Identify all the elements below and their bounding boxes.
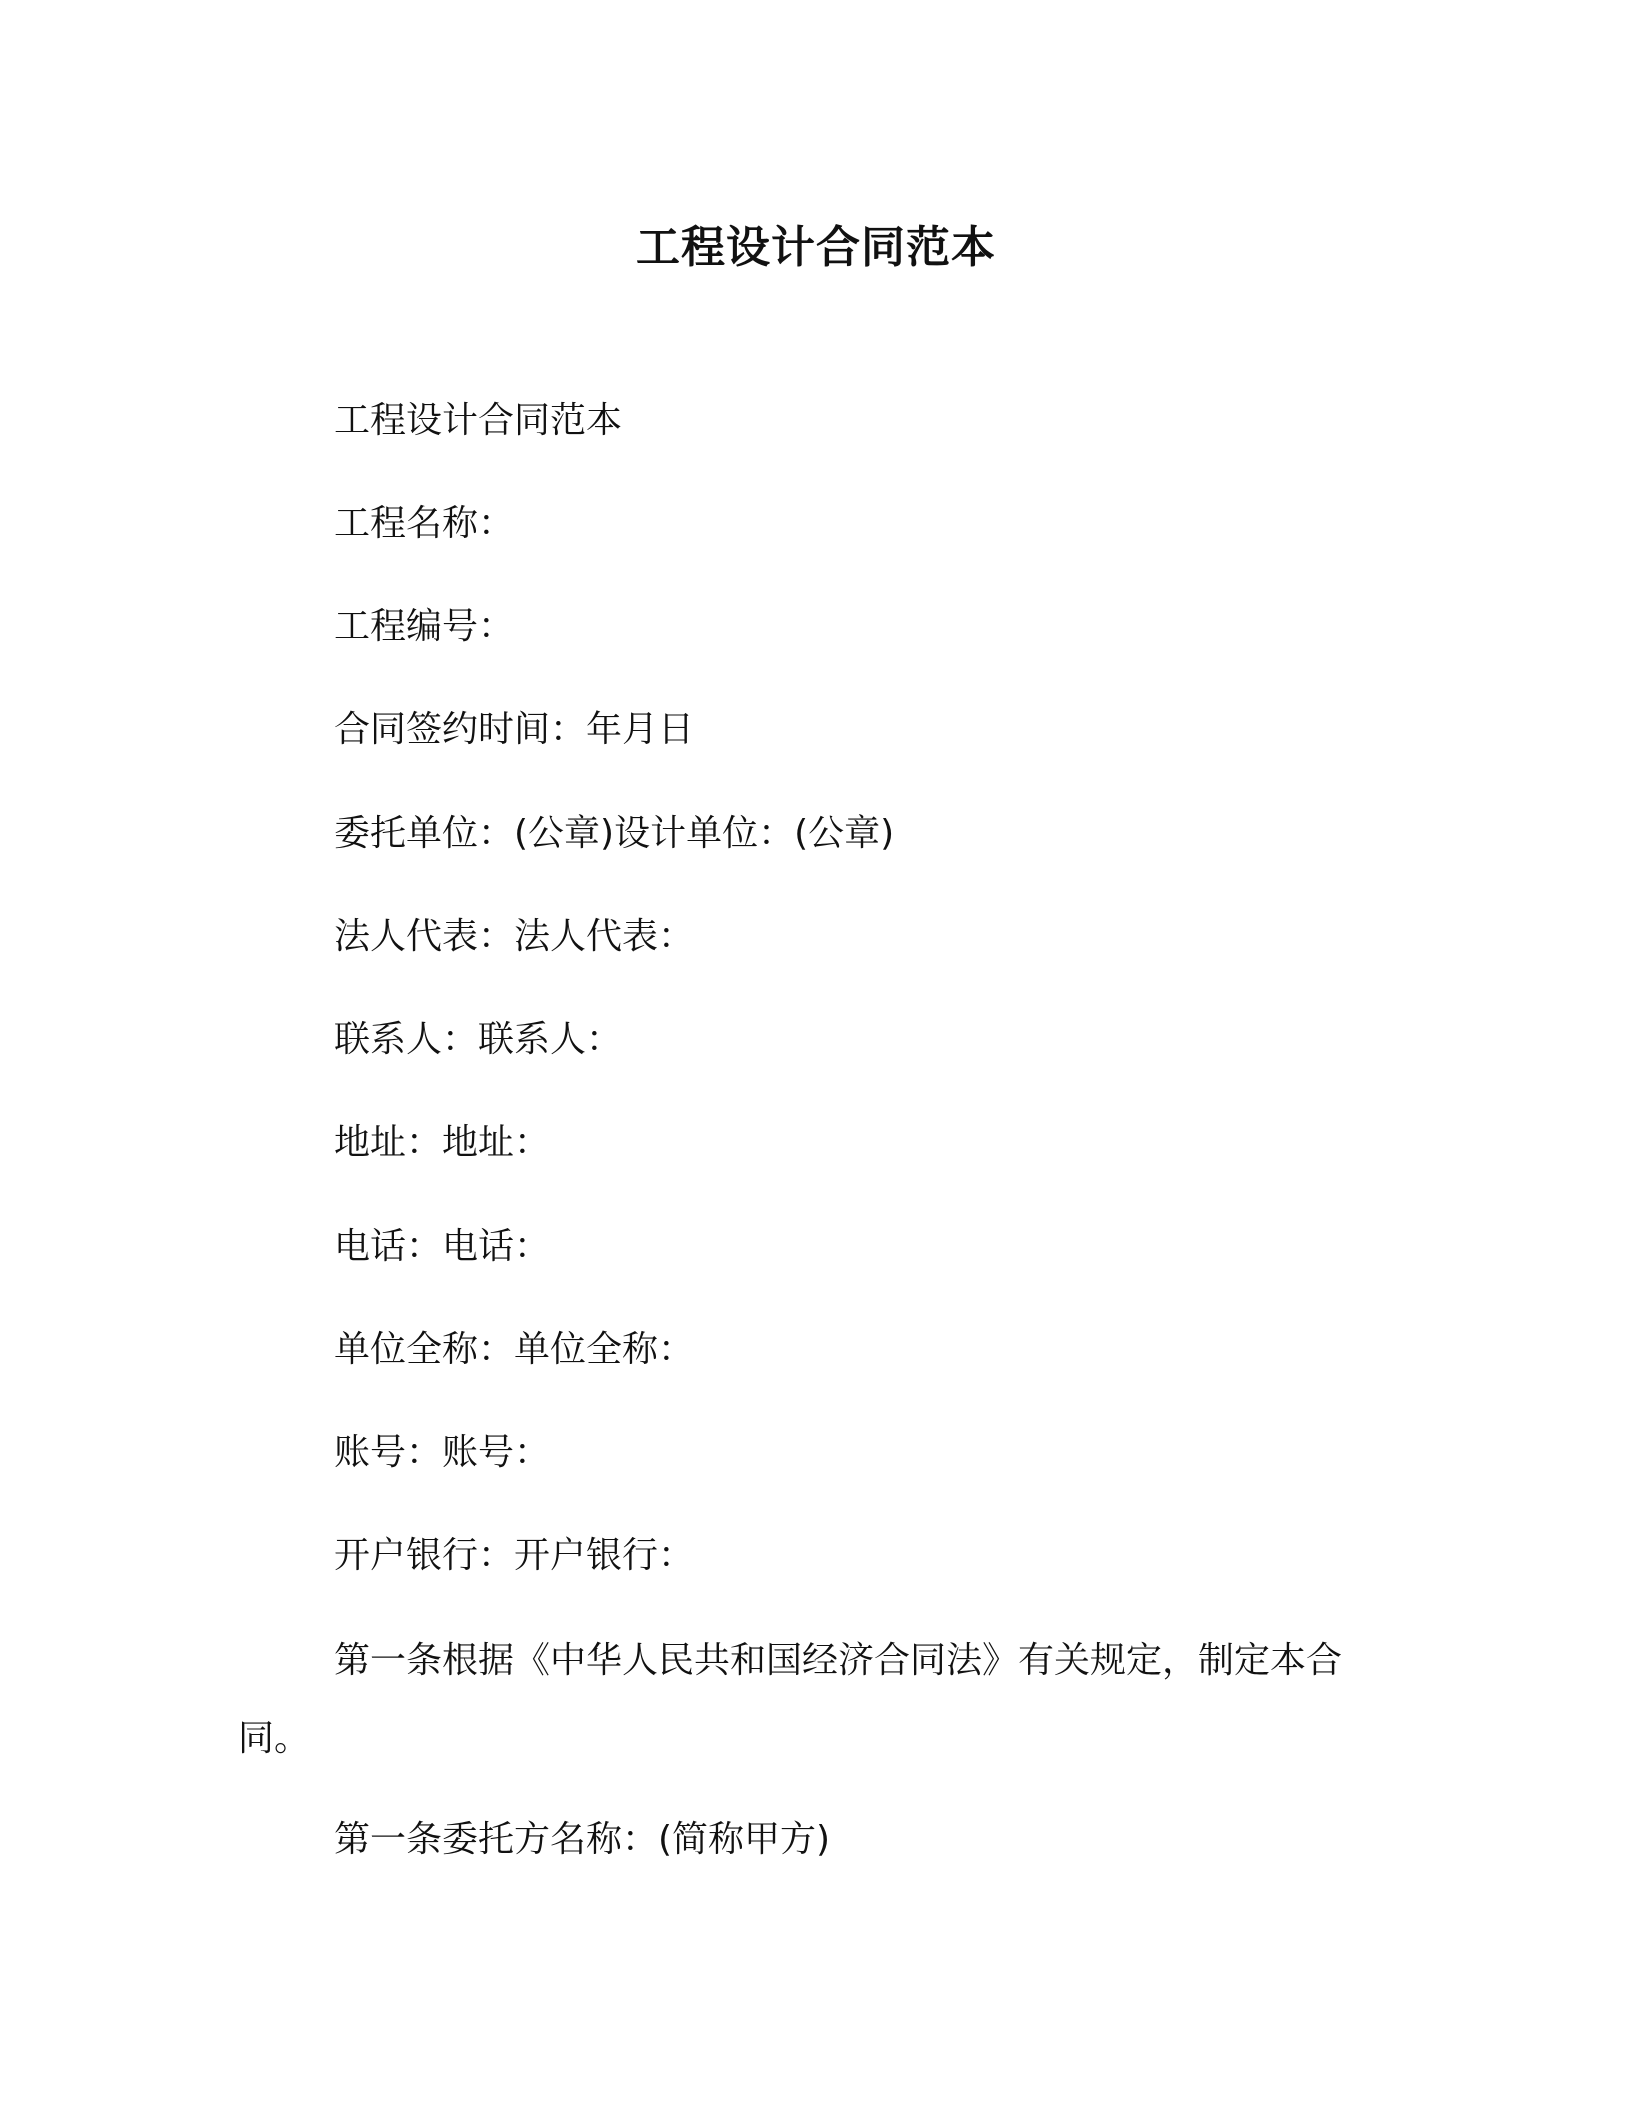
phone-line: 电话：电话： <box>334 1226 551 1267</box>
unit-fullname-line: 单位全称：单位全称： <box>334 1329 695 1370</box>
subtitle-line: 工程设计合同范本 <box>334 400 623 441</box>
contact-line: 联系人：联系人： <box>334 1019 623 1060</box>
account-line: 账号：账号： <box>334 1432 551 1473</box>
bank-line: 开户银行：开户银行： <box>334 1535 695 1576</box>
project-name-line: 工程名称： <box>334 503 515 544</box>
legal-rep-line: 法人代表：法人代表： <box>334 916 695 957</box>
address-line: 地址：地址： <box>334 1122 551 1163</box>
document-title: 工程设计合同范本 <box>636 222 996 273</box>
signing-date-line: 合同签约时间：年月日 <box>334 709 695 750</box>
article-client-line: 第一条委托方名称：(简称甲方) <box>334 1819 831 1860</box>
article-intro-paragraph: 第一条根据《中华人民共和国经济合同法》有关规定，制定本合同。 <box>238 1640 1343 1759</box>
project-number-line: 工程编号： <box>334 606 515 647</box>
units-line: 委托单位：(公章)设计单位：(公章) <box>334 813 895 854</box>
